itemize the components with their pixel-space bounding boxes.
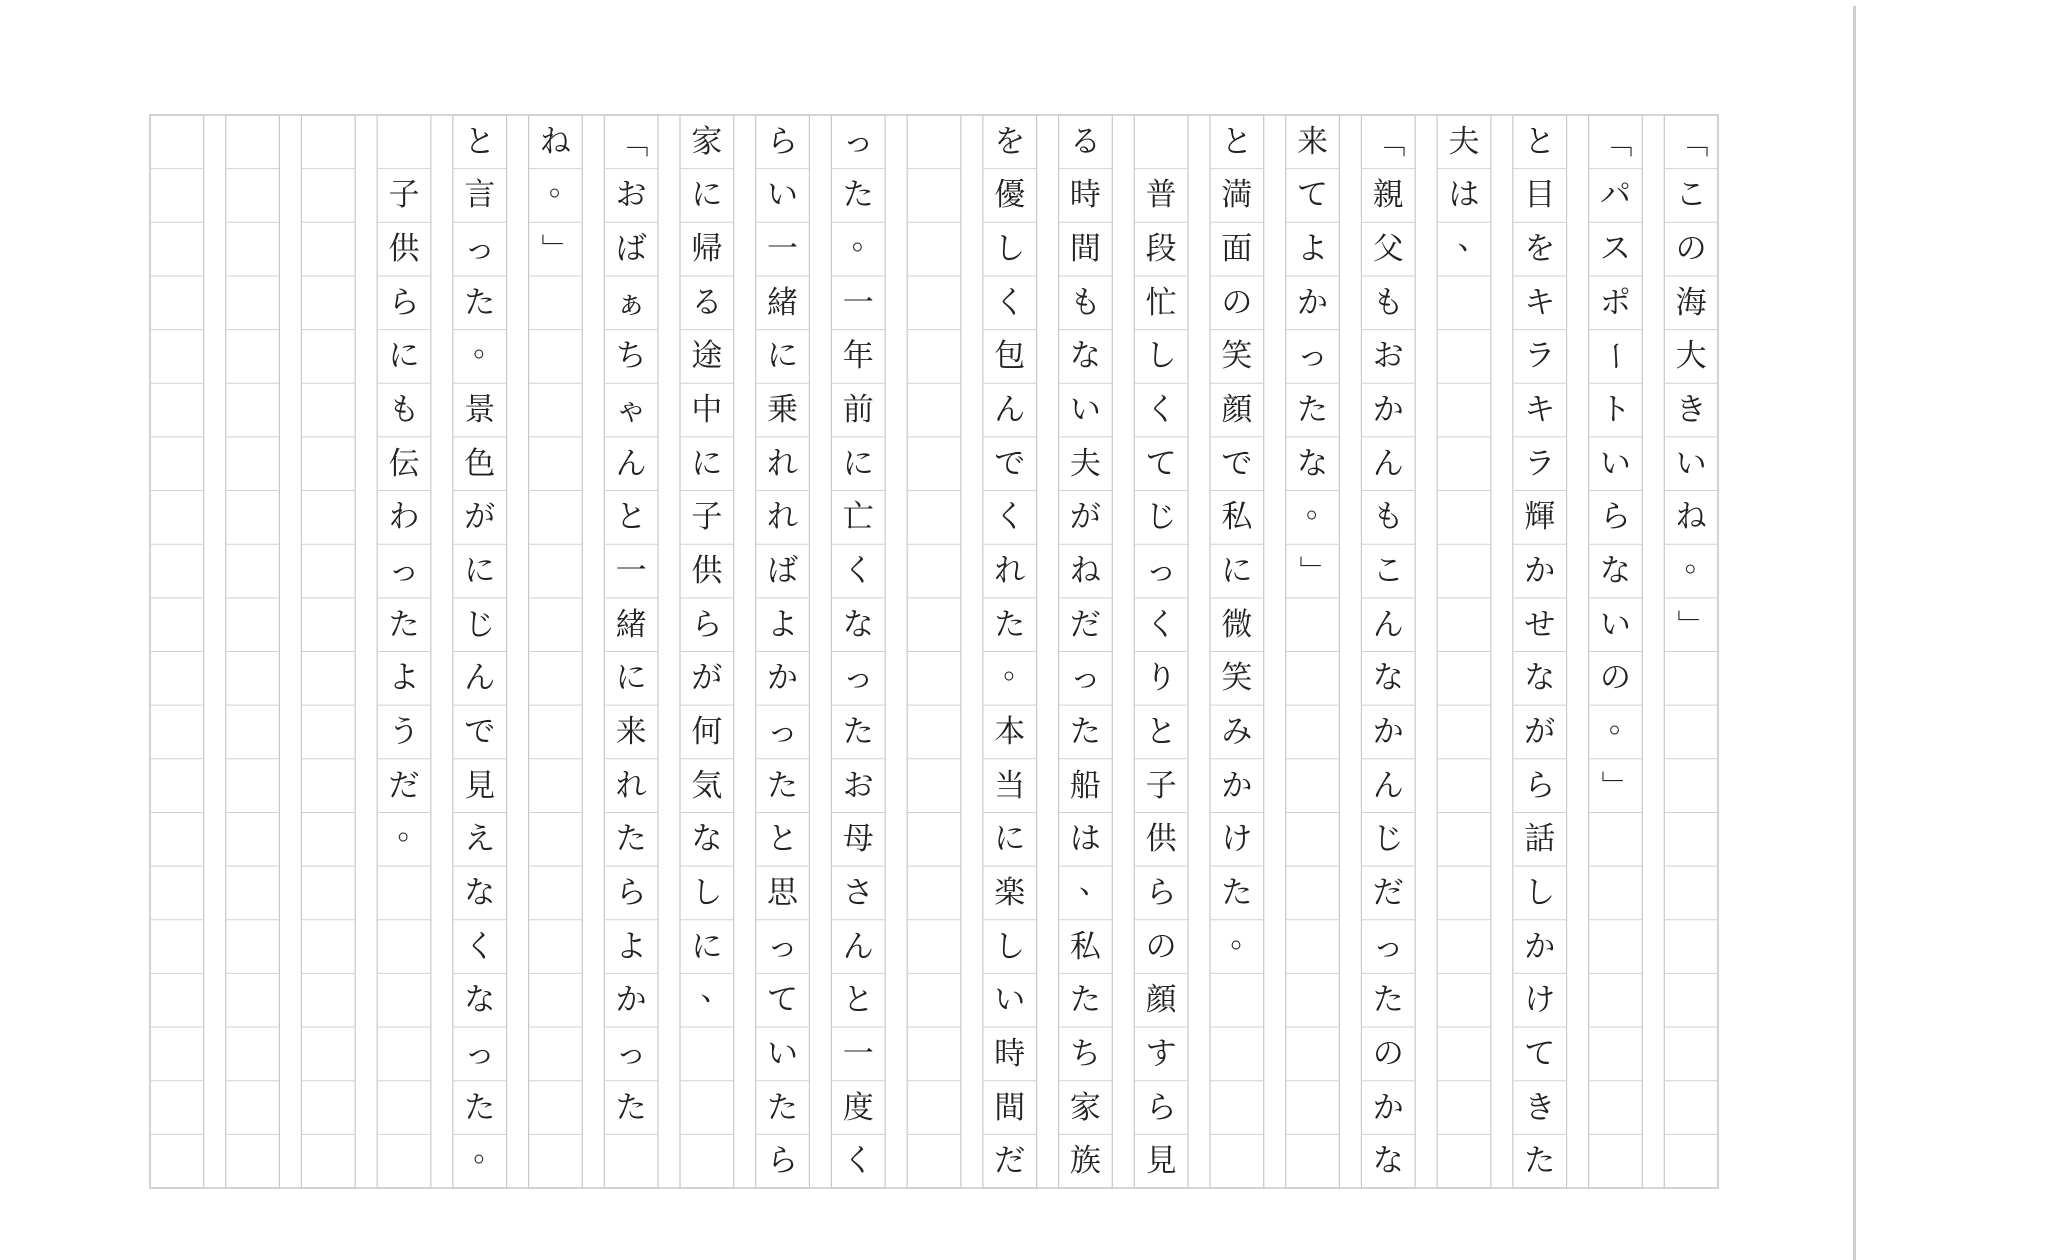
manuscript-char: が bbox=[1069, 499, 1101, 536]
manuscript-char: は bbox=[1069, 821, 1101, 858]
manuscript-char: 気 bbox=[691, 767, 723, 804]
manuscript-char: た bbox=[1221, 874, 1253, 911]
manuscript-char: 「 bbox=[1673, 126, 1710, 158]
manuscript-char: な bbox=[1372, 660, 1404, 697]
manuscript-char: を bbox=[994, 123, 1026, 160]
manuscript-char: だ bbox=[1069, 606, 1101, 643]
manuscript-char: だ bbox=[994, 1143, 1026, 1180]
manuscript-char: で bbox=[994, 445, 1026, 482]
manuscript-char: よ bbox=[767, 606, 799, 643]
manuscript-char: っ bbox=[1372, 928, 1404, 965]
manuscript-char: 本 bbox=[994, 713, 1026, 750]
manuscript-char: 見 bbox=[464, 767, 496, 804]
manuscript-char: 家 bbox=[1069, 1089, 1101, 1126]
manuscript-char: も bbox=[1372, 499, 1404, 536]
manuscript-char: さ bbox=[842, 874, 874, 911]
manuscript-char: ら bbox=[1145, 874, 1177, 911]
manuscript-char: ば bbox=[615, 231, 647, 268]
manuscript-char: 。 bbox=[851, 221, 883, 258]
manuscript-char: に bbox=[767, 338, 799, 375]
manuscript-column bbox=[907, 115, 961, 1188]
manuscript-char: じ bbox=[1145, 499, 1177, 536]
manuscript-char: 供 bbox=[388, 231, 420, 268]
manuscript-char: 一 bbox=[842, 284, 874, 321]
manuscript-char: ー bbox=[1597, 340, 1634, 372]
manuscript-char: っ bbox=[1297, 338, 1329, 375]
manuscript-char: れ bbox=[767, 499, 799, 536]
manuscript-char: 当 bbox=[994, 767, 1026, 804]
manuscript-char: い bbox=[1599, 606, 1631, 643]
manuscript-char: 。 bbox=[397, 811, 429, 848]
manuscript-char: よ bbox=[388, 660, 420, 697]
manuscript-char: と bbox=[1524, 123, 1556, 160]
manuscript-char: も bbox=[388, 392, 420, 429]
manuscript-char: 帰 bbox=[691, 231, 723, 268]
manuscript-char: わ bbox=[388, 499, 420, 536]
manuscript-char: ち bbox=[1069, 1035, 1101, 1072]
manuscript-char: か bbox=[1372, 392, 1404, 429]
manuscript-char: か bbox=[1221, 767, 1253, 804]
manuscript-char: っ bbox=[767, 928, 799, 965]
manuscript-column bbox=[1059, 115, 1113, 1188]
manuscript-char: た bbox=[1069, 713, 1101, 750]
manuscript-char: に bbox=[464, 553, 496, 590]
manuscript-char: 「 bbox=[613, 126, 650, 158]
manuscript-char: だ bbox=[1372, 874, 1404, 911]
manuscript-char: っ bbox=[464, 1035, 496, 1072]
manuscript-char: 一 bbox=[767, 231, 799, 268]
manuscript-char: に bbox=[1221, 553, 1253, 590]
manuscript-char: せ bbox=[1524, 606, 1556, 643]
manuscript-char: た bbox=[1372, 982, 1404, 1019]
manuscript-char: た bbox=[994, 606, 1026, 643]
manuscript-char: な bbox=[1069, 338, 1101, 375]
manuscript-char: 緒 bbox=[615, 606, 647, 643]
manuscript-column bbox=[1286, 115, 1340, 1188]
manuscript-column bbox=[756, 115, 810, 1188]
manuscript-char: ラ bbox=[1524, 338, 1556, 375]
manuscript-char bbox=[1141, 122, 1181, 162]
manuscript-char: な bbox=[1524, 660, 1556, 697]
manuscript-char: っ bbox=[1145, 553, 1177, 590]
manuscript-char: お bbox=[615, 177, 647, 214]
manuscript-char: が bbox=[1524, 713, 1556, 750]
manuscript-char: 色 bbox=[464, 445, 496, 482]
manuscript-char: 話 bbox=[1524, 821, 1556, 858]
manuscript-char: と bbox=[615, 499, 647, 536]
manuscript-column bbox=[301, 115, 355, 1188]
manuscript-char: 緒 bbox=[767, 284, 799, 321]
manuscript-char: 。 bbox=[1306, 489, 1338, 526]
manuscript-char: 景 bbox=[464, 392, 496, 429]
manuscript-char: 「 bbox=[1597, 126, 1634, 158]
manuscript-char: 」 bbox=[1294, 555, 1331, 587]
manuscript-char: 見 bbox=[1145, 1143, 1177, 1180]
manuscript-char: 海 bbox=[1675, 284, 1707, 321]
manuscript-char: な bbox=[464, 874, 496, 911]
manuscript-char: な bbox=[464, 982, 496, 1019]
manuscript-char: の bbox=[1145, 928, 1177, 965]
manuscript-char: が bbox=[691, 660, 723, 697]
manuscript-char: 笑 bbox=[1221, 338, 1253, 375]
manuscript-char: パ bbox=[1599, 177, 1631, 214]
manuscript-char: っ bbox=[842, 660, 874, 697]
manuscript-column bbox=[680, 115, 734, 1188]
manuscript-char: に bbox=[691, 445, 723, 482]
manuscript-char: だ bbox=[388, 767, 420, 804]
manuscript-char: ね bbox=[1675, 499, 1707, 536]
manuscript-char: 途 bbox=[691, 338, 723, 375]
manuscript-char: う bbox=[388, 713, 420, 750]
manuscript-char: 間 bbox=[994, 1089, 1026, 1126]
manuscript-char: 輝 bbox=[1524, 499, 1556, 536]
manuscript-char: 楽 bbox=[994, 874, 1026, 911]
manuscript-char: が bbox=[464, 499, 496, 536]
manuscript-char: ん bbox=[615, 445, 647, 482]
manuscript-char: れ bbox=[767, 445, 799, 482]
manuscript-char: 。 bbox=[473, 1133, 505, 1170]
manuscript-char: 度 bbox=[842, 1089, 874, 1126]
manuscript-char: 。 bbox=[1608, 703, 1640, 740]
manuscript-char: く bbox=[842, 553, 874, 590]
manuscript-char: 家 bbox=[691, 123, 723, 160]
manuscript-column bbox=[604, 115, 658, 1188]
manuscript-char: に bbox=[691, 177, 723, 214]
manuscript-char: ら bbox=[388, 284, 420, 321]
manuscript-char: に bbox=[691, 928, 723, 965]
manuscript-column bbox=[1361, 115, 1415, 1188]
manuscript-char: 」 bbox=[1597, 770, 1634, 802]
manuscript-char: た bbox=[1524, 1143, 1556, 1180]
manuscript-char: ん bbox=[994, 392, 1026, 429]
manuscript-char: 船 bbox=[1069, 767, 1101, 804]
manuscript-char: 」 bbox=[537, 233, 574, 265]
manuscript-column bbox=[1437, 115, 1491, 1188]
manuscript-char: と bbox=[1221, 123, 1253, 160]
manuscript-char: っ bbox=[388, 553, 420, 590]
manuscript-char: ポ bbox=[1599, 284, 1631, 321]
manuscript-char: か bbox=[1372, 713, 1404, 750]
manuscript-char: か bbox=[615, 982, 647, 1019]
manuscript-char: に bbox=[994, 821, 1026, 858]
manuscript-char: た bbox=[464, 1089, 496, 1126]
manuscript-column bbox=[377, 115, 431, 1188]
manuscript-char: 」 bbox=[1673, 609, 1710, 641]
manuscript-char: キ bbox=[1524, 392, 1556, 429]
manuscript-char: 夫 bbox=[1448, 123, 1480, 160]
manuscript-char: ん bbox=[842, 928, 874, 965]
manuscript-char: の bbox=[1675, 231, 1707, 268]
manuscript-char: の bbox=[1221, 284, 1253, 321]
manuscript-char: く bbox=[464, 928, 496, 965]
manuscript-char: 亡 bbox=[842, 499, 874, 536]
manuscript-char: い bbox=[1599, 445, 1631, 482]
manuscript-char: と bbox=[464, 123, 496, 160]
manuscript-char: 子 bbox=[1145, 767, 1177, 804]
manuscript-char: で bbox=[464, 713, 496, 750]
manuscript-char: く bbox=[994, 499, 1026, 536]
manuscript-char: る bbox=[691, 284, 723, 321]
manuscript-char: 満 bbox=[1221, 177, 1253, 214]
manuscript-char: 来 bbox=[1297, 123, 1329, 160]
manuscript-char: か bbox=[1297, 284, 1329, 321]
manuscript-char: か bbox=[1372, 1089, 1404, 1126]
manuscript-char: て bbox=[1297, 177, 1329, 214]
manuscript-char: じ bbox=[1372, 821, 1404, 858]
manuscript-char: 族 bbox=[1069, 1143, 1101, 1180]
manuscript-char: た bbox=[842, 177, 874, 214]
manuscript-char: す bbox=[1145, 1035, 1177, 1072]
manuscript-char: 目 bbox=[1524, 177, 1556, 214]
manuscript-char: 包 bbox=[994, 338, 1026, 375]
manuscript-char: し bbox=[994, 231, 1026, 268]
manuscript-column bbox=[1134, 115, 1188, 1188]
manuscript-char: と bbox=[1145, 713, 1177, 750]
manuscript-char: 。 bbox=[548, 167, 580, 204]
manuscript-char: え bbox=[464, 821, 496, 858]
manuscript-char: を bbox=[1524, 231, 1556, 268]
manuscript-char: 供 bbox=[691, 553, 723, 590]
manuscript-char: 「 bbox=[1370, 126, 1407, 158]
manuscript-char: し bbox=[994, 928, 1026, 965]
manuscript-char: ね bbox=[539, 123, 571, 160]
manuscript-char: っ bbox=[767, 713, 799, 750]
manuscript-char: の bbox=[1372, 1035, 1404, 1072]
manuscript-char: い bbox=[1069, 392, 1101, 429]
manuscript-char: 私 bbox=[1069, 928, 1101, 965]
manuscript-char: い bbox=[767, 1035, 799, 1072]
manuscript-char: 私 bbox=[1221, 499, 1253, 536]
manuscript-char: ん bbox=[464, 660, 496, 697]
manuscript-char: い bbox=[1675, 445, 1707, 482]
manuscript-char: 来 bbox=[615, 713, 647, 750]
manuscript-char: 普 bbox=[1145, 177, 1177, 214]
manuscript-char: お bbox=[842, 767, 874, 804]
manuscript-column bbox=[831, 115, 885, 1188]
manuscript-char: は bbox=[1448, 177, 1480, 214]
manuscript-char: い bbox=[994, 982, 1026, 1019]
manuscript-char: 何 bbox=[691, 713, 723, 750]
manuscript-char: な bbox=[691, 821, 723, 858]
manuscript-char: た bbox=[767, 1089, 799, 1126]
manuscript-char: な bbox=[1372, 1143, 1404, 1180]
manuscript-char: と bbox=[767, 821, 799, 858]
manuscript-char: た bbox=[1069, 982, 1101, 1019]
manuscript-char: し bbox=[1145, 338, 1177, 375]
manuscript-char: ゃ bbox=[615, 392, 647, 429]
manuscript-char: か bbox=[767, 660, 799, 697]
manuscript-column bbox=[1210, 115, 1264, 1188]
manuscript-char: ん bbox=[1372, 445, 1404, 482]
manuscript-char: き bbox=[1675, 392, 1707, 429]
manuscript-char: ら bbox=[767, 123, 799, 160]
manuscript-char: 子 bbox=[691, 499, 723, 536]
manuscript-char: ら bbox=[1524, 767, 1556, 804]
manuscript-char: る bbox=[1069, 123, 1101, 160]
manuscript-column bbox=[983, 115, 1037, 1188]
manuscript-char: 思 bbox=[767, 874, 799, 911]
manuscript-char: 一 bbox=[842, 1035, 874, 1072]
manuscript-char: れ bbox=[615, 767, 647, 804]
manuscript-char: 、 bbox=[700, 972, 732, 1009]
manuscript-char: ら bbox=[1145, 1089, 1177, 1126]
manuscript-char: 笑 bbox=[1221, 660, 1253, 697]
manuscript-char: 。 bbox=[1230, 918, 1262, 955]
manuscript-char: 時 bbox=[1069, 177, 1101, 214]
manuscript-char: な bbox=[1599, 553, 1631, 590]
manuscript-char: よ bbox=[615, 928, 647, 965]
manuscript-char: か bbox=[1524, 928, 1556, 965]
manuscript-char: く bbox=[842, 1143, 874, 1180]
manuscript-char: 面 bbox=[1221, 231, 1253, 268]
manuscript-char: で bbox=[1221, 445, 1253, 482]
manuscript-char: 年 bbox=[842, 338, 874, 375]
manuscript-char: じ bbox=[464, 606, 496, 643]
manuscript-char: ス bbox=[1599, 231, 1631, 268]
manuscript-char: 忙 bbox=[1145, 284, 1177, 321]
manuscript-column bbox=[226, 115, 280, 1188]
manuscript-char: ラ bbox=[1524, 445, 1556, 482]
manuscript-char: に bbox=[615, 660, 647, 697]
manuscript-char: 優 bbox=[994, 177, 1026, 214]
manuscript-char: の bbox=[1599, 660, 1631, 697]
manuscript-char: 。 bbox=[1684, 543, 1716, 580]
manuscript-char: て bbox=[1145, 445, 1177, 482]
manuscript-char: み bbox=[1221, 713, 1253, 750]
manuscript-column bbox=[529, 115, 583, 1188]
manuscript-char: た bbox=[1297, 392, 1329, 429]
manuscript-char: し bbox=[1524, 874, 1556, 911]
manuscript-char: っ bbox=[615, 1035, 647, 1072]
manuscript-char: と bbox=[842, 982, 874, 1019]
manuscript-char: く bbox=[1145, 392, 1177, 429]
manuscript-char: た bbox=[388, 606, 420, 643]
manuscript-char: っ bbox=[464, 231, 496, 268]
manuscript-column bbox=[1513, 115, 1567, 1188]
manuscript-char: 母 bbox=[842, 821, 874, 858]
manuscript-char: た bbox=[615, 1089, 647, 1126]
manuscript-char: れ bbox=[994, 553, 1026, 590]
manuscript-char: て bbox=[1524, 1035, 1556, 1072]
manuscript-char: 夫 bbox=[1069, 445, 1101, 482]
manuscript-char: っ bbox=[842, 123, 874, 160]
manuscript-char: 。 bbox=[1003, 650, 1035, 687]
manuscript-char: 、 bbox=[1078, 864, 1110, 901]
manuscript-char: 顔 bbox=[1221, 392, 1253, 429]
manuscript-char: ん bbox=[1372, 606, 1404, 643]
manuscript-char: 子 bbox=[388, 177, 420, 214]
manuscript-char: ら bbox=[691, 606, 723, 643]
manuscript-char: 微 bbox=[1221, 606, 1253, 643]
manuscript-char: ね bbox=[1069, 553, 1101, 590]
manuscript-char: 。 bbox=[473, 328, 505, 365]
manuscript-char: よ bbox=[1297, 231, 1329, 268]
manuscript-char: ら bbox=[1599, 499, 1631, 536]
manuscript-char: 父 bbox=[1372, 231, 1404, 268]
manuscript-char: な bbox=[842, 606, 874, 643]
manuscript-char: こ bbox=[1675, 177, 1707, 214]
manuscript-char: し bbox=[691, 874, 723, 911]
manuscript-char: 言 bbox=[464, 177, 496, 214]
manuscript-char: 親 bbox=[1372, 177, 1404, 214]
manuscript-column bbox=[453, 115, 507, 1188]
manuscript-char: 供 bbox=[1145, 821, 1177, 858]
manuscript-char: き bbox=[1524, 1089, 1556, 1126]
manuscript-column bbox=[150, 115, 204, 1188]
manuscript-char: 中 bbox=[691, 392, 723, 429]
manuscript-char: た bbox=[842, 713, 874, 750]
manuscript-char: 伝 bbox=[388, 445, 420, 482]
manuscript-char: ト bbox=[1599, 392, 1631, 429]
manuscript-char: こ bbox=[1372, 553, 1404, 590]
manuscript-char: キ bbox=[1524, 284, 1556, 321]
manuscript-char: け bbox=[1524, 982, 1556, 1019]
manuscript-char: も bbox=[1069, 284, 1101, 321]
manuscript-char: て bbox=[767, 982, 799, 1019]
manuscript-column bbox=[1664, 115, 1718, 1188]
manuscript-char: ぁ bbox=[615, 284, 647, 321]
manuscript-char: っ bbox=[1069, 660, 1101, 697]
manuscript-char: た bbox=[464, 284, 496, 321]
manuscript-char: 時 bbox=[994, 1035, 1026, 1072]
manuscript-char: 乗 bbox=[767, 392, 799, 429]
manuscript-char: 段 bbox=[1145, 231, 1177, 268]
manuscript-char: ら bbox=[615, 874, 647, 911]
manuscript-char: ら bbox=[767, 1143, 799, 1180]
manuscript-char: 一 bbox=[615, 553, 647, 590]
manuscript-char: 、 bbox=[1457, 221, 1489, 258]
manuscript-char: ん bbox=[1372, 767, 1404, 804]
manuscript-char: 大 bbox=[1675, 338, 1707, 375]
manuscript-char: 前 bbox=[842, 392, 874, 429]
manuscript-char: り bbox=[1145, 660, 1177, 697]
manuscript-char: ば bbox=[767, 553, 799, 590]
manuscript-char: に bbox=[388, 338, 420, 375]
manuscript-char: く bbox=[1145, 606, 1177, 643]
manuscript-char: お bbox=[1372, 338, 1404, 375]
manuscript-char: な bbox=[1297, 445, 1329, 482]
manuscript-char: も bbox=[1372, 284, 1404, 321]
manuscript-char: く bbox=[994, 284, 1026, 321]
manuscript-char: 間 bbox=[1069, 231, 1101, 268]
manuscript-char: け bbox=[1221, 821, 1253, 858]
manuscript-column bbox=[1589, 115, 1643, 1188]
manuscript-char: ち bbox=[615, 338, 647, 375]
manuscript-char bbox=[384, 122, 424, 162]
manuscript-char: に bbox=[842, 445, 874, 482]
manuscript-char: た bbox=[767, 767, 799, 804]
manuscript-char: い bbox=[767, 177, 799, 214]
manuscript-char: か bbox=[1524, 553, 1556, 590]
manuscript-char: た bbox=[615, 821, 647, 858]
manuscript-char: 顔 bbox=[1145, 982, 1177, 1019]
